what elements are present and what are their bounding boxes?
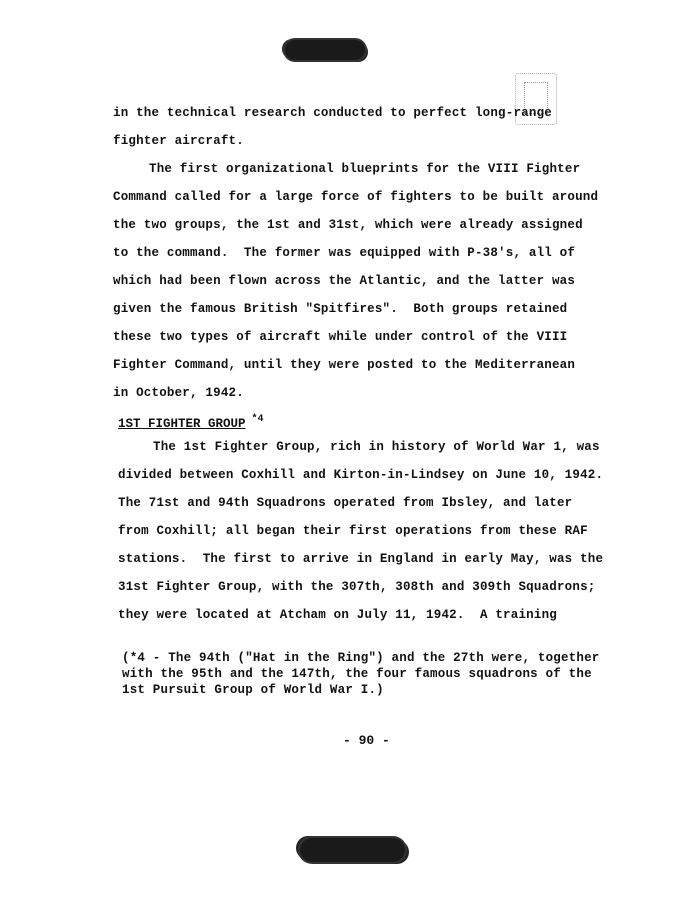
text-line: in October, 1942.	[113, 386, 244, 400]
text-line: Fighter Command, until they were posted to the Mediterranean	[113, 358, 576, 372]
text-line: The 1st Fighter Group, rich in history of World War 1, was	[153, 440, 600, 454]
text-line: stations. The first to arrive in England in early May, was the	[118, 552, 604, 566]
text-line: to the command. The former was equipped with P-38's, all of	[113, 246, 576, 260]
text-line: they were located at Atcham on July 11, 1942. A training	[118, 608, 557, 622]
footnote-line: (*4 - The 94th ("Hat in the Ring") and the 27th were, together	[122, 651, 600, 665]
section-heading	[118, 414, 264, 431]
text-line: these two types of aircraft while under control of the VIII	[113, 330, 568, 344]
text-line: from Coxhill; all began their first operations from these RAF	[118, 524, 588, 538]
footnote-marker: *4	[251, 414, 264, 425]
text-line: The 71st and 94th Squadrons operated from Ibsley, and later	[118, 496, 573, 510]
text-line: divided between Coxhill and Kirton-in-Lindsey on June 10, 1942.	[118, 468, 604, 482]
footnote-line: 1st Pursuit Group of World War I.)	[122, 683, 384, 697]
section-heading-text: 1ST FIGHTER GROUP	[118, 417, 246, 431]
redaction-blot-top	[285, 40, 365, 60]
text-line: 31st Fighter Group, with the 307th, 308th and 309th Squadrons;	[118, 580, 596, 594]
text-line: fighter aircraft.	[113, 134, 244, 148]
text-line: which had been flown across the Atlantic, and the latter was	[113, 274, 576, 288]
text-line: given the famous British "Spitfires". Both groups retained	[113, 302, 568, 316]
redaction-blot-bottom	[300, 838, 405, 862]
footnote-line: with the 95th and the 147th, the four famous squadrons of the	[122, 667, 592, 681]
text-line: The first organizational blueprints for the VIII Fighter	[149, 162, 581, 176]
text-line: the two groups, the 1st and 31st, which were already assigned	[113, 218, 583, 232]
text-line: Command called for a large force of fighters to be built around	[113, 190, 599, 204]
page-number: - 90 -	[343, 733, 390, 748]
text-line: in the technical research conducted to perfect long-range	[113, 106, 552, 120]
